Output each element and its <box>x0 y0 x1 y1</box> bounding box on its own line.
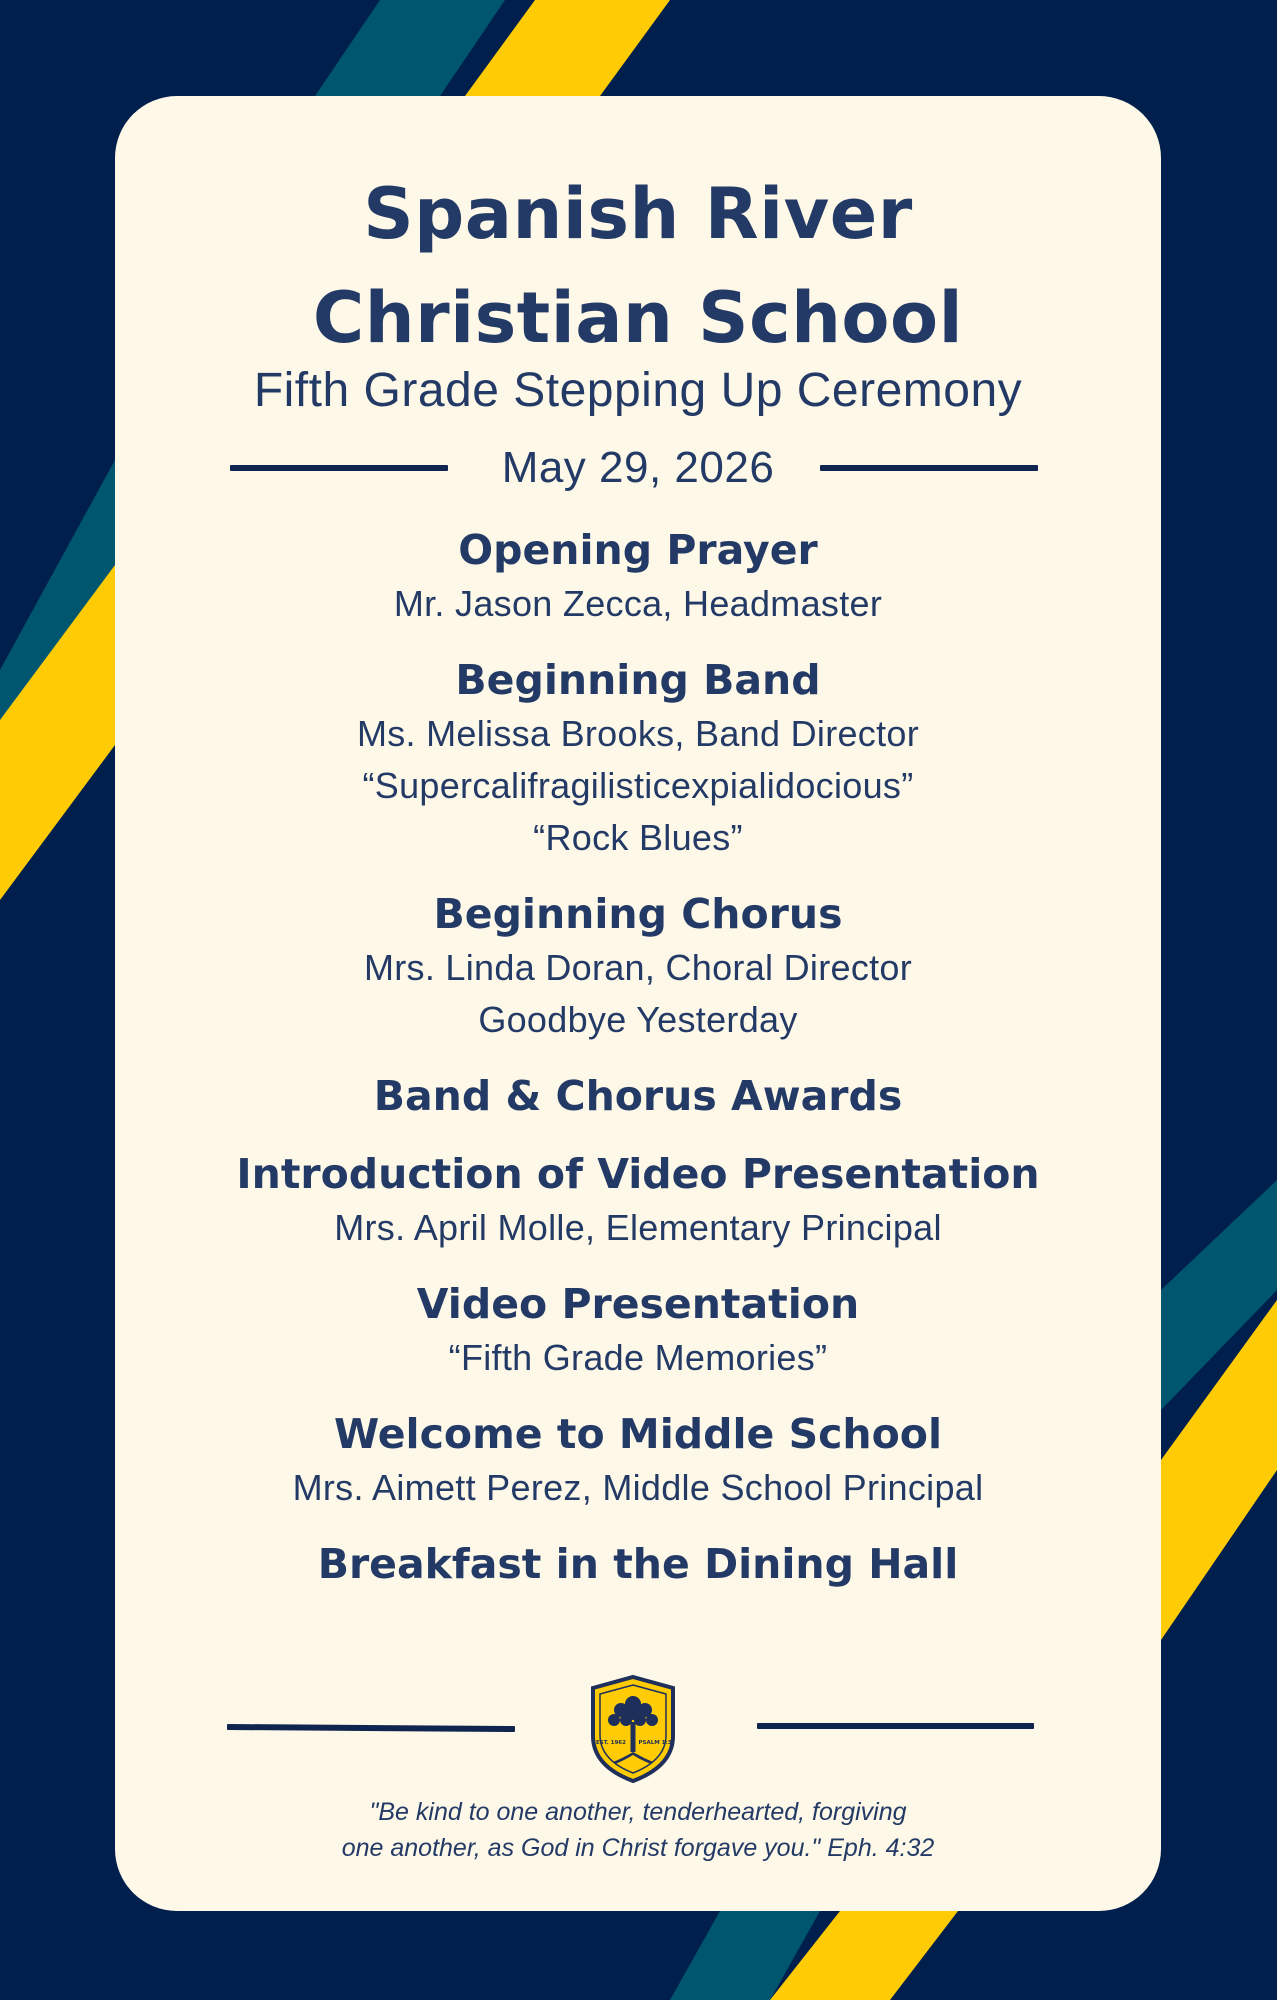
program-item-title: Beginning Band <box>455 656 821 704</box>
program-item <box>115 652 1161 864</box>
footer-rule-left <box>227 1724 515 1732</box>
verse-line1: "Be kind to one another, tenderhearted, forgiving <box>369 1798 907 1826</box>
program-item-detail: Mr. Jason Zecca, Headmaster <box>393 583 883 624</box>
date-rule-right <box>820 465 1038 471</box>
program-item-detail: Mrs. April Molle, Elementary Principal <box>334 1207 942 1248</box>
school-name-line2: Christian School <box>312 277 964 359</box>
program-item-title: Welcome to Middle School <box>333 1410 943 1458</box>
program-item-detail: “Supercalifragilisticexpialidocious” <box>362 765 914 806</box>
ceremony-date: May 29, 2026 <box>501 443 775 492</box>
crest-left-text: EST. 1962 <box>596 1740 626 1746</box>
footer-rule-right <box>757 1723 1034 1729</box>
program-item-title: Breakfast in the Dining Hall <box>317 1540 959 1588</box>
program-list <box>115 522 1161 1614</box>
footer-row <box>115 1674 1161 1784</box>
program-item-title: Band & Chorus Awards <box>373 1072 903 1120</box>
program-item <box>115 1536 1161 1592</box>
program-item <box>115 1146 1161 1254</box>
program-item <box>115 1276 1161 1384</box>
program-item-title: Beginning Chorus <box>433 890 843 938</box>
program-item-title: Opening Prayer <box>458 526 818 574</box>
program-item-detail: Mrs. Aimett Perez, Middle School Principal <box>292 1467 984 1508</box>
program-item-detail: Goodbye Yesterday <box>478 999 798 1040</box>
program-item <box>115 522 1161 630</box>
ceremony-title: Fifth Grade Stepping Up Ceremony <box>253 364 1023 417</box>
program-card <box>115 96 1161 1911</box>
program-item-title: Introduction of Video Presentation <box>236 1150 1040 1198</box>
crest-right-text: PSALM 1:3 <box>638 1740 672 1746</box>
program-item-detail: Ms. Melissa Brooks, Band Director <box>356 713 920 754</box>
program-item-title: Video Presentation <box>416 1280 860 1328</box>
school-name-line1: Spanish River <box>363 173 913 255</box>
scripture-verse <box>115 1794 1161 1866</box>
school-name <box>115 162 1161 370</box>
program-item-detail: Mrs. Linda Doran, Choral Director <box>363 947 913 988</box>
program-item-detail: “Fifth Grade Memories” <box>448 1337 828 1378</box>
program-item <box>115 886 1161 1046</box>
program-item <box>115 1068 1161 1124</box>
school-crest-icon <box>589 1674 677 1784</box>
program-item <box>115 1406 1161 1514</box>
verse-line2: one another, as God in Christ forgave you." Eph. 4:32 <box>341 1834 935 1862</box>
date-row <box>115 438 1161 498</box>
program-item-detail: “Rock Blues” <box>533 817 743 858</box>
